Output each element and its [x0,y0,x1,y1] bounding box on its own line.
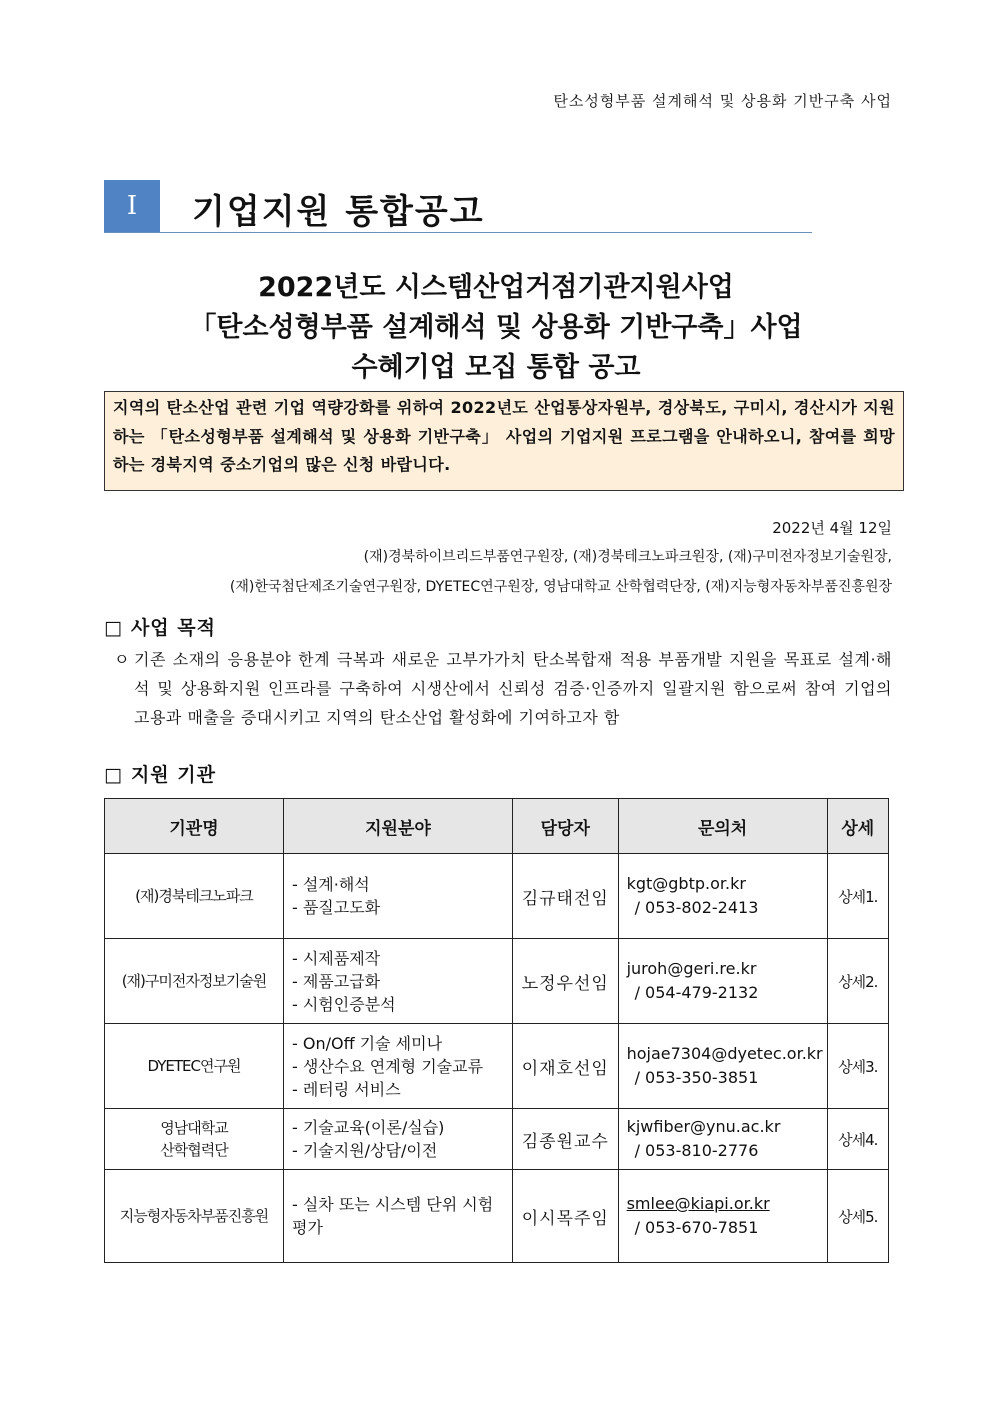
bullet-circle-icon: ㅇ [114,650,130,669]
email-link[interactable]: kjwfiber@ynu.ac.kr [626,1117,781,1136]
table-row [105,854,889,939]
column-header: 문의처 [618,799,827,854]
field-item: - 생산수요 연계형 기술교류 [291,1056,484,1076]
organizations-line-2: (재)한국첨단제조기술연구원장, DYETEC연구원장, 영남대학교 산학협력단장, (재)지능형자동차부품진흥원장 [229,579,892,595]
support-heading-text: 지원 기관 [130,764,216,786]
manager-cell: 이재호선임 [512,1024,618,1109]
column-header: 기관명 [105,799,284,854]
detail-cell: 상세3. [827,1024,888,1109]
header-project-title: 탄소성형부품 설계해석 및 상용화 기반구축 사업 [553,92,892,110]
table-row [105,939,889,1024]
manager-cell: 노정우선임 [512,939,618,1024]
field-item: - 레터링 서비스 [291,1079,401,1099]
manager-cell: 김종원교수 [512,1109,618,1170]
checkbox-square-icon: □ [104,764,123,786]
table-header-row [105,799,889,854]
purpose-heading [104,613,216,640]
column-header: 지원분야 [283,799,512,854]
field-item: - 시험인증분석 [291,994,396,1014]
purpose-text: 기존 소재의 응용분야 한계 극복과 새로운 고부가가치 탄소복합재 적용 부품개발 지원을 목표로 설계·해석 및 상용화지원 인프라를 구축하여 시생산에서 신뢰성 검증·인증까지 일괄지원 함으로써 참여 기업의 고용과 매출을 증대시키고 지역의 탄소산업 활성화에 기여하고자 함 [134,650,892,727]
phone-number: / 054-479-2132 [634,983,759,1002]
support-heading [104,760,216,787]
field-item: - 제품고급화 [291,971,381,991]
contact-cell [618,1109,827,1170]
field-item: - 시제품제작 [291,948,381,968]
purpose-heading-text: 사업 목적 [130,617,216,639]
email-link[interactable]: smlee@kiapi.or.kr [626,1194,770,1213]
field-item: - 품질고도화 [291,898,381,917]
field-cell [283,939,512,1024]
contact-cell [618,1170,827,1263]
detail-cell: 상세5. [827,1170,888,1263]
table-row [105,1024,889,1109]
phone-number: / 053-670-7851 [634,1218,759,1237]
phone-number: / 053-810-2776 [634,1141,759,1160]
org-cell: 지능형자동차부품진흥원 [105,1170,284,1263]
detail-cell: 상세1. [827,854,888,939]
section-title: 기업지원 통합공고 [192,192,485,232]
phone-number: / 053-350-3851 [634,1068,759,1087]
field-item: - On/Off 기술 세미나 [291,1033,443,1053]
detail-cell: 상세4. [827,1109,888,1170]
field-cell [283,1170,512,1263]
field-item: - 기술교육(이론/실습) [291,1118,445,1137]
manager-cell: 이시목주임 [512,1170,618,1263]
field-item: - 기술지원/상담/이전 [291,1141,438,1160]
manager-cell: 김규태전임 [512,854,618,939]
org-cell: 영남대학교 산학협력단 [105,1109,284,1170]
announcement-title [0,268,992,388]
email-link[interactable]: hojae7304@dyetec.or.kr [626,1044,823,1063]
field-cell [283,1109,512,1170]
column-header: 상세 [827,799,888,854]
detail-cell: 상세2. [827,939,888,1024]
table-row [105,1170,889,1263]
field-item: - 실차 또는 시스템 단위 시험 평가 [291,1195,494,1237]
organizations-line-1: (재)경북하이브리드부품연구원장, (재)경북테크노파크원장, (재)구미전자정보기술원장, [363,549,892,565]
section-heading [104,180,812,233]
org-cell: DYETEC연구원 [105,1024,284,1109]
section-numeral: Ⅰ [104,180,160,232]
contact-cell [618,1024,827,1109]
column-header: 담당자 [512,799,618,854]
field-item: - 설계·해석 [291,875,370,894]
contact-cell [618,939,827,1024]
purpose-paragraph [114,645,892,732]
org-cell: (재)경북테크노파크 [105,854,284,939]
field-cell [283,854,512,939]
announcement-date: 2022년 4월 12일 [772,519,892,537]
phone-number: / 053-802-2413 [634,898,759,917]
field-cell [283,1024,512,1109]
org-cell: (재)구미전자정보기술원 [105,939,284,1024]
email-link[interactable]: juroh@geri.re.kr [626,959,757,978]
support-table [104,798,889,1263]
title-line-2: 「탄소성형부품 설계해석 및 상용화 기반구축」사업 [189,312,803,343]
email-link[interactable]: kgt@gbtp.or.kr [626,874,746,893]
intro-box: 지역의 탄소산업 관련 기업 역량강화를 위하여 2022년도 산업통상자원부, 경상북도, 구미시, 경산시가 지원하는 「탄소성형부품 설계해석 및 상용화 기반구축」 사업의 기업지원 프로그램을 안내하오니, 참여를 희망하는 경북지역 중소기업의 많은 신청 바랍니다. [104,391,904,491]
title-line-3: 수혜기업 모집 통합 공고 [351,352,641,383]
contact-cell [618,854,827,939]
table-row [105,1109,889,1170]
checkbox-square-icon: □ [104,617,123,639]
title-line-1: 2022년도 시스템산업거점기관지원사업 [258,272,734,303]
